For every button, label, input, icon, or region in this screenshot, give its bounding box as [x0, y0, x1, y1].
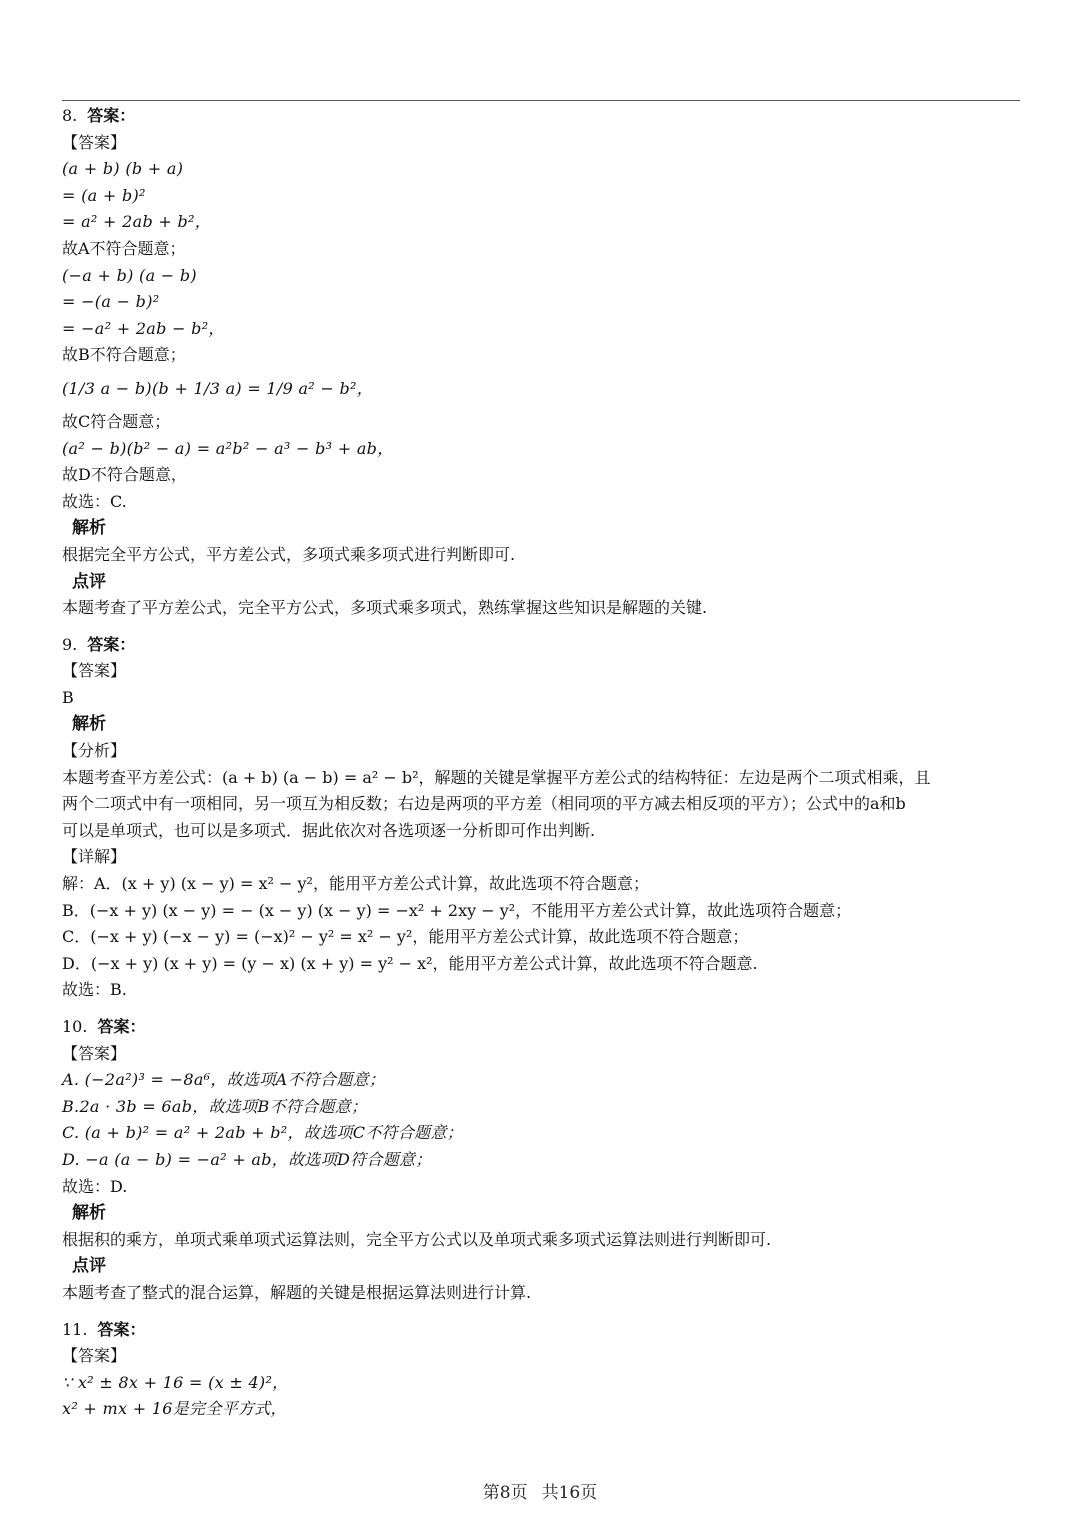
q8-line-6: = −(a − b)² — [62, 292, 160, 312]
q10-analysis-heading: 解析 — [72, 1203, 106, 1224]
q9-analysis-heading: 解析 — [72, 714, 106, 735]
q8-comment-heading: 点评 — [72, 571, 106, 592]
q8-line-11: (a² − b)(b² − a) = a²b² − a³ − b³ + ab， — [62, 438, 394, 458]
q9-answer: B — [62, 687, 74, 707]
q8-line-8: 故B不符合题意； — [62, 345, 186, 365]
q8-analysis-text: 根据完全平方公式，平方差公式，多项式乘多项式进行判断即可. — [62, 544, 516, 564]
q9-xiangjie-line-2: B．(−x + y) (x − y) = − (x − y) (x − y) = −x² + 2xy − y²，不能用平方差公式计算，故此选项符合题意； — [62, 900, 852, 920]
q10-title: 答案： — [97, 1017, 146, 1036]
q9-fenxi-line-2: 两个二项式中有一项相同，另一项互为相反数；右边是两项的平方差（相同项的平方减去相反项的平方）；公式中的a和b — [62, 794, 906, 814]
q8-line-13: 故选：C. — [62, 491, 127, 511]
page-content — [62, 103, 1020, 1423]
q9-heading — [62, 632, 1020, 659]
q8-heading — [62, 103, 1020, 130]
q8-number: 8. — [62, 106, 78, 125]
spacer — [62, 622, 1020, 632]
q9-fenxi-tag: 【分析】 — [62, 741, 127, 761]
q9-number: 9. — [62, 634, 78, 654]
header-rule — [62, 100, 1020, 101]
q11-title: 答案： — [97, 1319, 146, 1339]
q9-xiangjie-line-1: 解：A．(x + y) (x − y) = x² − y²，能用平方差公式计算，故此选项不符合题意； — [62, 874, 649, 894]
q11-line-2: x² + mx + 16是完全平方式， — [62, 1399, 287, 1419]
q9-title: 答案： — [87, 634, 136, 654]
q10-answer-tag: 【答案】 — [62, 1043, 127, 1063]
footer-total-pages: 共16页 — [541, 1483, 598, 1503]
q9-fenxi-line-3: 可以是单项式，也可以是多项式．据此依次对各选项逐一分析即可作出判断. — [62, 820, 596, 840]
q8-line-4: 故A不符合题意； — [62, 238, 186, 258]
q8-comment-text: 本题考查了平方差公式，完全平方公式，多项式乘多项式，熟练掌握这些知识是解题的关键. — [62, 598, 708, 618]
q8-answer-tag: 【答案】 — [62, 132, 127, 152]
spacer — [62, 1307, 1020, 1317]
q10-line-2: B.2a · 3b = 6ab，故选项B不符合题意； — [62, 1096, 368, 1116]
q9-fenxi-line-1: 本题考查平方差公式：(a + b) (a − b) = a² − b²，解题的关键是掌握平方差公式的结构特征：左边是两个二项式相乘，且 — [62, 767, 931, 787]
page-footer — [0, 1478, 1080, 1503]
q8-analysis-heading: 解析 — [72, 518, 106, 539]
q9-xiangjie-line-5: 故选：B. — [62, 980, 127, 1000]
q8-line-10: 故C符合题意； — [62, 411, 171, 431]
q11-heading — [62, 1317, 1020, 1344]
footer-page-number: 第8页 — [482, 1483, 528, 1503]
q10-number: 10. — [62, 1017, 88, 1036]
q10-line-4: D. −a (a − b) = −a² + ab，故选项D符合题意； — [62, 1149, 432, 1169]
q10-line-3: C. (a + b)² = a² + 2ab + b²，故选项C不符合题意； — [62, 1123, 464, 1143]
q10-comment-heading: 点评 — [72, 1256, 106, 1277]
q9-xiangjie-line-4: D．(−x + y) (x + y) = (y − x) (x + y) = y² − x²，能用平方差公式计算，故此选项不符合题意. — [62, 953, 758, 973]
q10-line-5: 故选：D. — [62, 1176, 128, 1196]
q8-line-7: = −a² + 2ab − b²， — [62, 318, 225, 338]
q8-line-1: (a + b) (b + a) — [62, 159, 184, 179]
q9-answer-tag: 【答案】 — [62, 661, 127, 681]
q9-xiangjie-tag: 【详解】 — [62, 847, 127, 867]
q8-line-12: 故D不符合题意， — [62, 465, 187, 485]
q10-analysis-text: 根据积的乘方，单项式乘单项式运算法则，完全平方公式以及单项式乘多项式运算法则进行判断即可. — [62, 1229, 772, 1249]
spacer — [62, 1004, 1020, 1014]
q8-line-9: (1/3 a − b)(b + 1/3 a) = 1/9 a² − b²， — [62, 378, 374, 398]
q11-number: 11. — [62, 1319, 88, 1339]
q8-title: 答案： — [87, 106, 136, 125]
q8-line-2: = (a + b)² — [62, 185, 146, 205]
q8-line-3: = a² + 2ab + b²， — [62, 212, 212, 232]
q10-line-1: A. (−2a²)³ = −8a⁶，故选项A不符合题意； — [62, 1070, 386, 1090]
q11-line-1: ∵ x² ± 8x + 16 = (x ± 4)²， — [62, 1372, 289, 1392]
q10-comment-text: 本题考查了整式的混合运算，解题的关键是根据运算法则进行计算. — [62, 1282, 532, 1302]
q10-heading — [62, 1014, 1020, 1041]
q9-xiangjie-line-3: C．(−x + y) (−x − y) = (−x)² − y² = x² − y²，能用平方差公式计算，故此选项不符合题意； — [62, 927, 749, 947]
q11-answer-tag: 【答案】 — [62, 1346, 127, 1366]
q8-line-5: (−a + b) (a − b) — [62, 265, 197, 285]
